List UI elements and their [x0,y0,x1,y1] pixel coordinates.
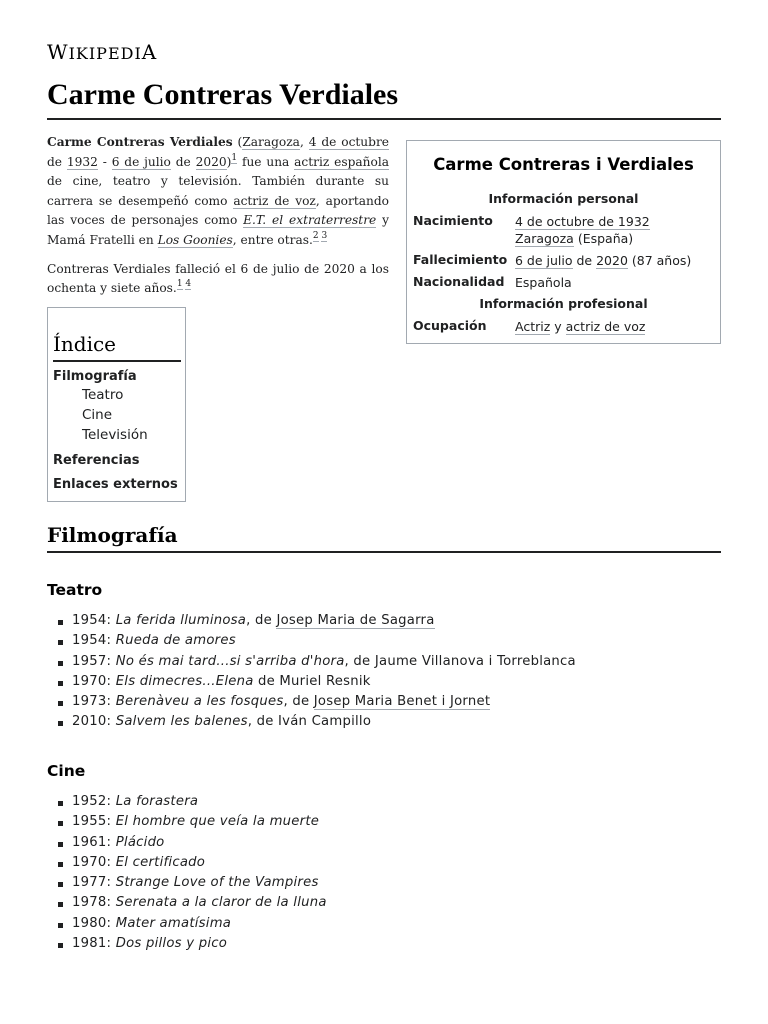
cine-list [58,793,327,955]
teatro-list [58,612,576,734]
list-item [58,935,327,955]
link-birth-date[interactable]: 4 de octubre de 1932 [515,214,650,229]
work-title: Rueda de amores [115,633,236,649]
text-fragment: , de [283,694,314,710]
author[interactable]: Josep Maria de Sagarra [276,613,435,628]
work-title: Dos pillos y pico [115,936,228,952]
author: Iván Campillo [278,714,372,730]
section-heading-filmografia: Filmografía [47,523,721,553]
link-birth-date[interactable]: 4 de octubre [308,135,389,149]
wikipedia-logo[interactable] [47,40,157,64]
list-item [58,874,327,894]
work-title: Berenàveu a les fosques [115,694,284,710]
list-item [58,915,327,935]
link-birthplace[interactable]: Zaragoza [515,231,574,246]
text-fragment: ( [232,135,243,149]
text-fragment: ) [226,154,232,169]
logo-text: WIKIPEDIA [47,40,158,64]
year: 1955: [72,814,116,830]
list-item [58,793,327,813]
table-of-contents [47,307,186,502]
intro-paragraph-2 [47,260,389,299]
text-fragment: , de [247,714,278,730]
text-fragment: , de [344,653,375,669]
text-fragment: , aportando las voces de personajes como [47,193,389,228]
text-fragment: de [253,673,280,689]
year: 1961: [72,834,116,850]
list-item [58,834,327,854]
text-fragment: , [299,135,309,149]
infobox-label: Fallecimiento [413,252,508,267]
infobox-section-personal: Información personal [488,191,639,206]
section-heading-teatro: Teatro [47,581,103,599]
work-title: Serenata a la claror de la lluna [115,895,327,911]
list-item [58,632,576,652]
work-title: Els dimecres...Elena [115,673,254,689]
list-item [58,854,327,874]
list-item [58,612,576,632]
infobox-value [515,318,645,335]
reference-link[interactable]: 1 [231,152,238,163]
year: 1981: [72,936,116,952]
link-actriz-de-voz[interactable]: actriz de voz [233,193,316,208]
link-death-year[interactable]: 2020 [596,253,628,268]
list-item [58,653,576,673]
infobox-label: Nacimiento [413,213,493,228]
text-fragment: de [572,253,597,268]
toc-item-filmografia[interactable]: Filmografía [53,369,137,384]
infobox-title: Carme Contreras i Verdiales [433,155,694,174]
toc-item-enlaces-externos[interactable]: Enlaces externos [53,477,178,492]
text-fragment: , de [246,613,277,628]
reference-link[interactable]: 4 [185,279,192,290]
section-heading-cine: Cine [47,762,86,780]
infobox-label: Ocupación [413,318,487,333]
page-title: Carme Contreras Verdiales [47,78,721,120]
year: 1978: [72,895,116,911]
year: 1954: [72,633,116,649]
author: Muriel Resnik [279,673,371,689]
infobox-section-professional: Información profesional [479,296,648,311]
year: 1970: [72,854,116,870]
infobox-label: Nacionalidad [413,274,505,289]
work-title: El hombre que veía la muerte [115,814,320,830]
toc-title: Índice [53,332,181,362]
intro-paragraph-1 [47,133,389,251]
text-fragment: de [47,154,67,169]
author: Jaume Villanova i Torreblanca [374,653,576,669]
work-title: Strange Love of the Vampires [115,875,319,891]
text-fragment: de [170,154,196,169]
subject-name: Carme Contreras Verdiales [47,135,233,149]
infobox [406,140,721,344]
list-item [58,713,576,733]
text-fragment: y Mamá Fratelli en [47,213,389,247]
reference-link[interactable]: 3 [321,230,328,241]
year: 1973: [72,694,116,710]
year: 1952: [72,794,116,809]
toc-item-cine[interactable]: Cine [82,407,113,423]
text-fragment: Contreras Verdiales falleció el 6 de julio de 2020 a los ochenta y siete años. [47,261,389,296]
link-actriz-espanola[interactable]: actriz española [294,154,390,169]
toc-item-teatro[interactable]: Teatro [82,387,124,403]
list-item [58,673,576,693]
work-title: El certificado [115,854,206,870]
infobox-value [515,252,691,269]
work-title: La forastera [115,794,199,809]
year: 1954: [72,613,116,628]
toc-item-television[interactable]: Televisión [82,427,148,443]
work-title: Mater amatísima [115,915,232,931]
year: 1980: [72,915,116,931]
work-title: Salvem les balenes [115,714,248,730]
work-title: Plácido [115,834,165,850]
link-actriz[interactable]: Actriz [515,319,551,334]
link-birth-year[interactable]: 1932 [66,154,98,169]
toc-item-referencias[interactable]: Referencias [53,453,140,468]
year: 1957: [72,653,116,669]
link-zaragoza[interactable]: Zaragoza [242,135,300,149]
infobox-value [515,213,650,247]
work-title: No és mai tard...si s'arriba d'hora [115,653,345,669]
work-title: La ferida lluminosa [115,613,247,628]
link-death-date[interactable]: 6 de julio [515,253,573,268]
year: 1970: [72,673,116,689]
reference-link[interactable]: 1 [176,279,183,290]
list-item [58,693,576,713]
reference-link[interactable]: 2 [312,230,319,241]
text-fragment: , entre otras. [232,232,313,247]
link-death-year[interactable]: 2020 [195,154,227,169]
infobox-value: Española [515,275,572,290]
text-fragment: y [550,319,566,334]
link-actriz-de-voz[interactable]: actriz de voz [565,319,646,334]
text-fragment: (España) [577,231,634,246]
list-item [58,813,327,833]
list-item [58,894,327,914]
link-et[interactable]: E.T. el extraterrestre [243,213,377,228]
text-fragment: de cine, teatro y televisión. También durante su carrera se desempeñó como [47,174,389,208]
link-los-goonies[interactable]: Los Goonies [157,232,233,247]
intro-text [47,133,389,308]
year: 2010: [72,714,116,730]
text-fragment: - [97,154,112,169]
year: 1977: [72,875,116,891]
author[interactable]: Josep Maria Benet i Jornet [313,694,491,710]
text-fragment: fue una [237,154,295,169]
text-fragment: (87 años) [627,253,692,268]
link-death-date[interactable]: 6 de julio [111,154,171,169]
